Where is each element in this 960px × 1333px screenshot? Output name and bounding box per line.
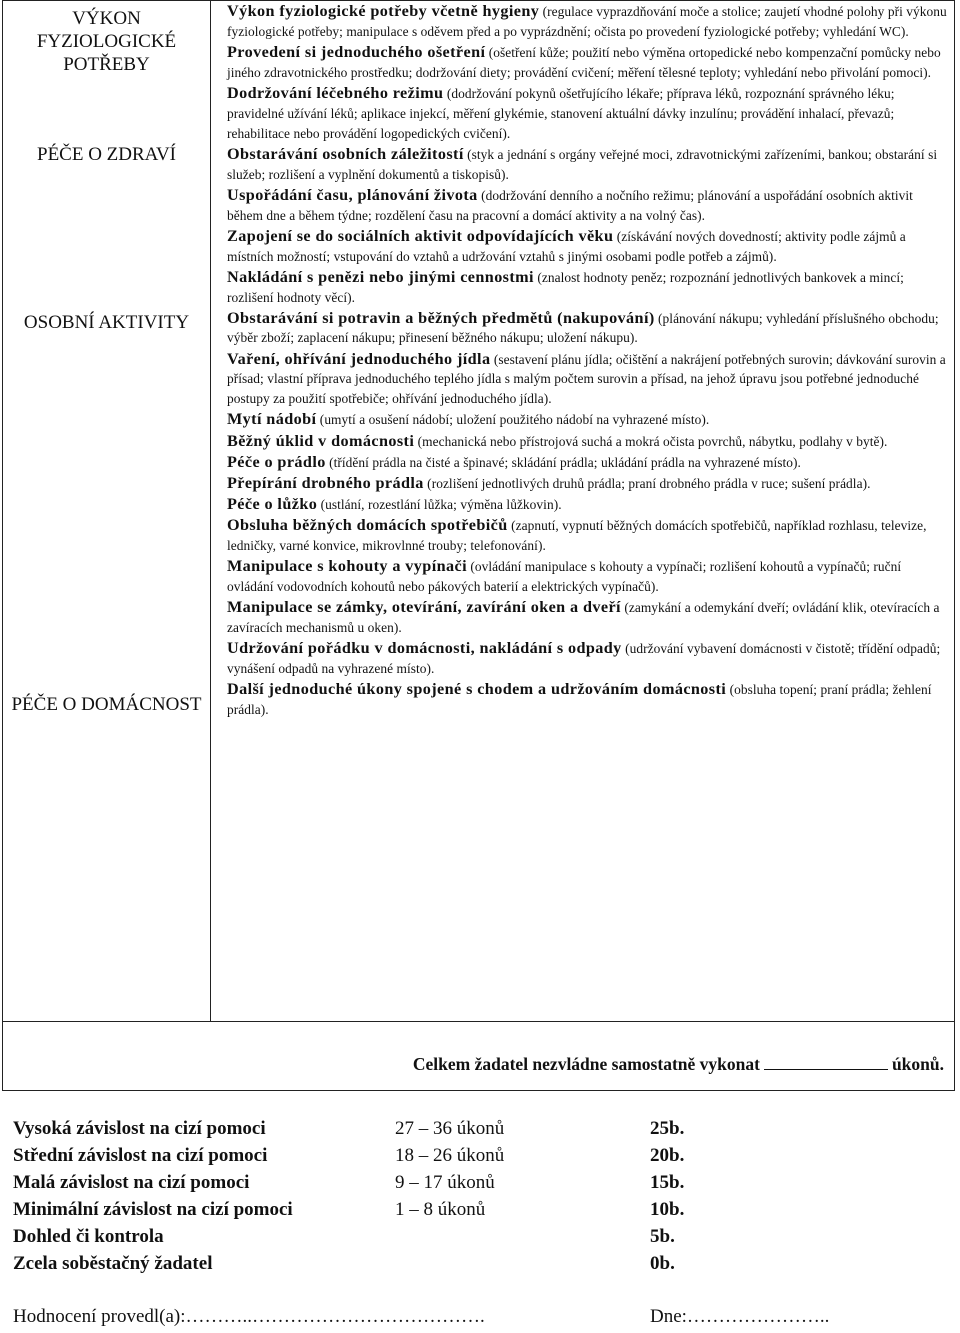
item-description: (ošetření kůže; použití nebo výměna ortopedické nebo kompenzační pomůcky nebo jiného zdravotnického prostředku; dodržování diety; provádění cvičení; měření tělesné teploty; vyhledání nebo přivolání pomoci). [227,44,941,80]
list-item [227,598,948,638]
item-title: Obsluha běžných domácích spotřebičů [227,516,508,535]
scale-row [13,1226,733,1253]
item-description: (dodržování pokynů ošetřujícího lékaře; příprava léků, rozpoznání správného léku; pravidelné užívání léků; aplikace injekcí, měření glykémie, stanovení aktuální dávky inzulínu; provádění inhalací, převazů; rehabilitace nebo provádění logopedických cvičení). [227,85,895,141]
total-row [3,1022,955,1091]
list-item [227,516,948,556]
item-title: Obstarávání si potravin a běžných předmětů (nakupování) [227,308,655,327]
scale-label: Zcela soběstačný žadatel [13,1253,213,1274]
scale-row [13,1199,733,1226]
item-title: Běžný úklid v domácnosti [227,431,415,450]
evaluated-by: Hodnocení provedl(a):………..………………………………. [13,1306,485,1327]
item-description: (získávání nových dovedností; aktivity podle zájmů a místních možností; vstupování do vztahů a udržování vztahů s jinými osobami podle potřeb a zájmů). [227,228,906,264]
item-title: Manipulace se zámky, otevírání, zavírání oken a dveří [227,598,621,617]
item-title: Dodržování léčebného režimu [227,83,444,102]
item-title: Výkon fyziologické potřeby včetně hygieny [227,2,540,20]
list-item [227,474,948,494]
list-item [227,557,948,597]
item-description: (rozlišení jednotlivých druhů prádla; praní drobného prádla v ruce; sušení prádla). [423,476,871,492]
category-column [3,1,211,1022]
item-description: (třídění prádla na čisté a špinavé; skládání prádla; ukládání prádla na vyhrazené místo). [325,454,801,470]
scale-row [13,1145,733,1172]
item-title: Zapojení se do sociálních aktivit odpovídajících věku [227,226,614,245]
scale-label: Malá závislost na cizí pomoci [13,1172,250,1193]
scale-points: 10b. [650,1199,685,1220]
item-description: (znalost hodnoty peněz; rozpoznání jednotlivých bankovek a mincí; rozlišení hodnoty věcí). [227,269,904,305]
item-description: (styk a jednání s orgány veřejné moci, zdravotnickými zařízeními, bankou; obstarání si služeb; rozlišení a vyplnění dokumentů a tiskopisů). [227,146,938,182]
item-description: (ustlání, rozestlání lůžka; výměna lůžkovin). [317,497,562,513]
list-item [227,495,948,515]
scale-row [13,1253,733,1280]
list-item [227,268,948,308]
total-line [3,1022,954,1075]
scale-row [13,1118,733,1145]
item-description: (zapnutí, vypnutí běžných domácích spotřebičů, například rozhlasu, televize, ledničky, varné konvice, mikrovlnné trouby; telefonování). [227,518,927,554]
list-item [227,227,948,267]
item-description: (regulace vyprazdňování moče a stolice; zaujetí vhodné polohy při výkonu fyziologické potřeby; manipulace s oděvem před a po vyprázdnění; očista po provedení fyziologické potřeby; vyhledání WC). [227,4,947,39]
item-description: (ovládání manipulace s kohouty a vypínači; rozlišení kohoutů a vypínačů; ruční ovládání vodovodních kohoutů nebo pákových baterií a elektrických vypínačů). [227,559,902,595]
item-description: (zamykání a odemykání dveří; ovládání klik, otevíracích a zavíracích mechanismů u oken). [227,600,940,636]
item-title: Uspořádání času, plánování života [227,185,478,204]
list-item [227,639,948,679]
item-description: (sestavení plánu jídla; očištění a nakrájení potřebných surovin; dávkování surovin a přísad; vlastní příprava jednoduchého teplého jídla s malým počtem surovin a přísad, na jehož úpravu jsou potřebné jednoduché postupy za použití spotřebiče; ohřívání jednoduchého jídla). [227,351,946,407]
category-domacnost: PÉČE O DOMÁCNOST [11,694,202,715]
category-osobni: OSOBNÍ AKTIVITY [23,312,190,333]
scale-range: 1 – 8 úkonů [395,1199,486,1220]
category-zdravi: PÉČE O ZDRAVÍ [37,144,176,165]
list-item [227,410,948,430]
date-line: Dne:………………….. [650,1306,830,1327]
items-list [211,1,954,725]
scale-range: 18 – 26 úkonů [395,1145,505,1166]
item-title: Péče o prádlo [227,452,326,471]
item-description: (umytí a osušení nádobí; uložení použitého nádobí na vyhrazené místo). [316,412,710,428]
list-item [227,453,948,473]
list-item [227,43,948,83]
item-title: Mytí nádobí [227,410,317,429]
scale-label: Dohled či kontrola [13,1226,164,1247]
scale-points: 20b. [650,1145,685,1166]
total-text: Celkem žadatel nezvládne samostatně vykonat [412,1054,760,1074]
item-title: Provedení si jednoduchého ošetření [227,42,486,61]
item-title: Obstarávání osobních záležitostí [227,144,464,163]
scale-range: 27 – 36 úkonů [395,1118,505,1139]
category-fyziologicke: VÝKON FYZIOLOGICKÉ POTŘEBY [36,8,177,75]
item-description: (obsluha topení; praní prádla; žehlení prádla). [227,682,932,718]
item-title: Manipulace s kohouty a vypínači [227,557,467,576]
total-blank-field[interactable] [764,1055,888,1070]
total-unit: úkonů. [891,1054,944,1074]
scale-points: 25b. [650,1118,685,1139]
item-title: Další jednoduché úkony spojené s chodem a udržováním domácnosti [227,680,727,699]
scale-label: Střední závislost na cizí pomoci [13,1145,268,1166]
items-column [211,1,955,1022]
scale-range: 9 – 17 úkonů [395,1172,495,1193]
item-description: (mechanická nebo přístrojová suchá a mokrá očista povrchů, nábytku, podlahy v bytě). [414,433,888,449]
scale-row [13,1172,733,1199]
scale-points: 5b. [650,1226,675,1247]
scale-points: 0b. [650,1253,675,1274]
scale-label: Minimální závislost na cizí pomoci [13,1199,293,1220]
list-item [227,309,948,349]
list-item [227,432,948,452]
list-item [227,84,948,143]
list-item [227,350,948,409]
item-title: Péče o lůžko [227,495,318,514]
scale-points: 15b. [650,1172,685,1193]
list-item [227,145,948,185]
item-title: Udržování pořádku v domácnosti, nakládání s odpady [227,639,622,658]
assessment-table [2,0,955,1091]
list-item [227,186,948,226]
item-description: (udržování vybavení domácnosti v čistotě; třídění odpadů; vynášení odpadů na vyhrazené místo). [227,641,941,677]
item-title: Nakládání s penězi nebo jinými cennostmi [227,267,534,286]
item-description: (plánování nákupu; vyhledání příslušného obchodu; výběr zboží; zaplacení nákupu; přinesení běžného nákupu; uložení nákupu). [227,310,939,346]
item-title: Vaření, ohřívání jednoduchého jídla [227,349,491,368]
item-description: (dodržování denního a nočního režimu; plánování a uspořádání osobních aktivit během dne a během týdne; rozdělení času na pracovní a domácí aktivity a na volný čas). [227,187,913,223]
item-title: Přepírání drobného prádla [227,474,424,493]
list-item [227,2,948,42]
dependency-scale [13,1118,733,1280]
scale-label: Vysoká závislost na cizí pomoci [13,1118,266,1139]
list-item [227,680,948,720]
